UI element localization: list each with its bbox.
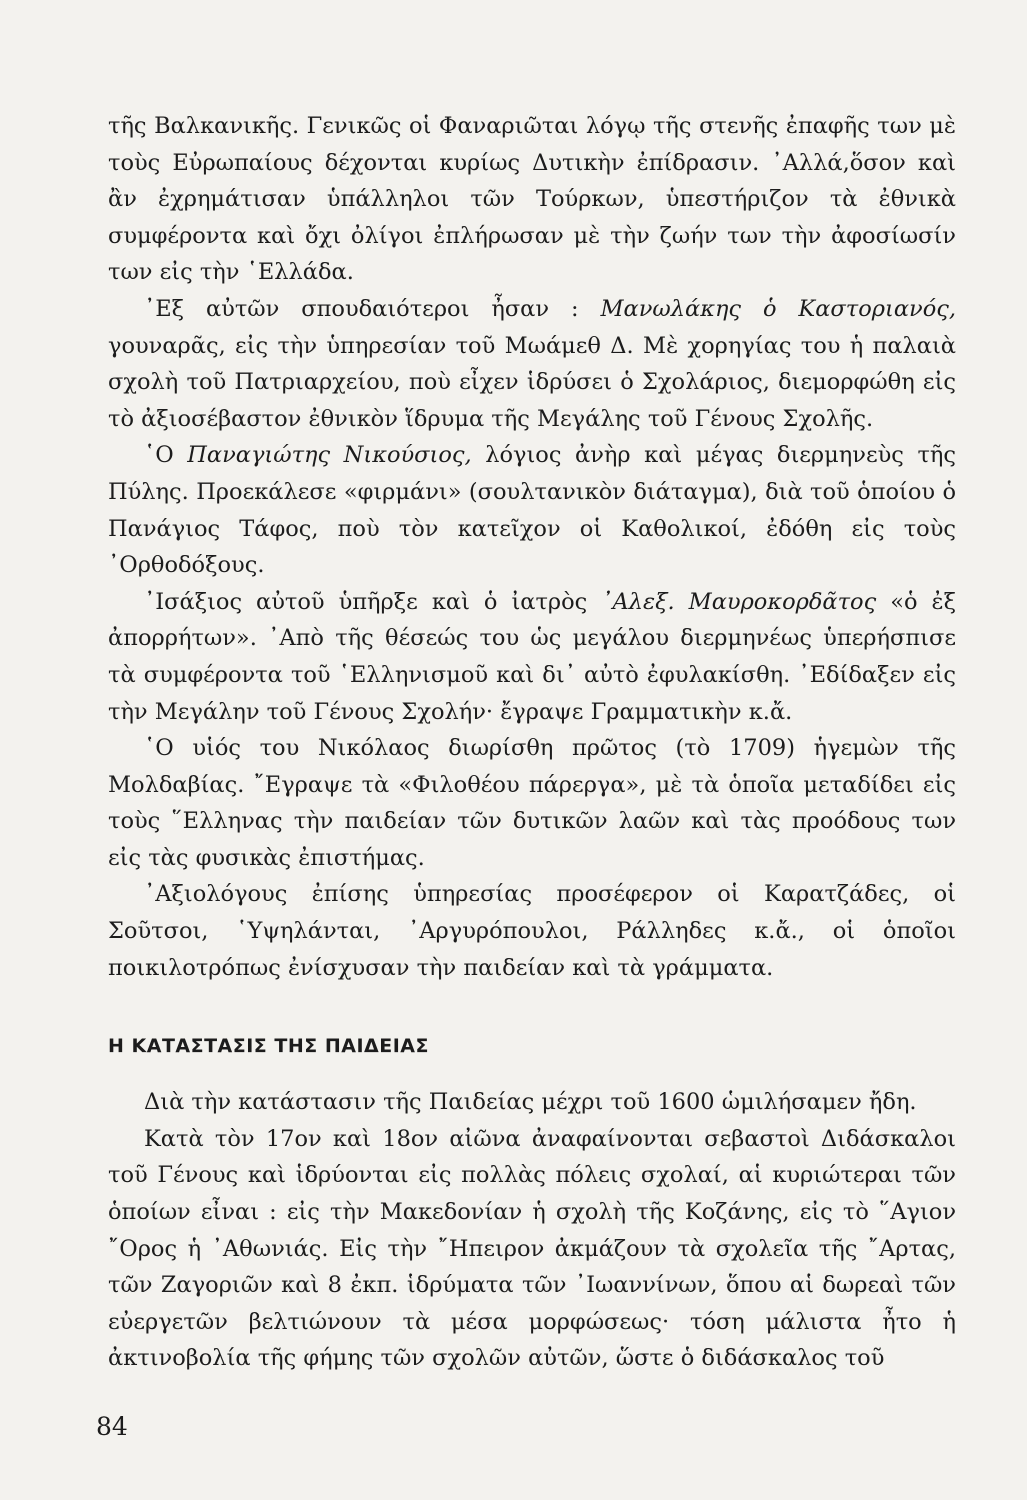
paragraph-8: Κατὰ τὸν 17ον καὶ 18ον αἰῶνα ἀναφαίνονται σεβαστοὶ Διδάσκαλοι τοῦ Γένους καὶ ἱδρύονται εἰς πολλὰς πόλεις σχολαί, αἱ κυριώτεραι τῶν ὁποίων εἶναι : εἰς τὴν Μακεδονίαν ἡ σχολὴ τῆς Κοζάνης, εἰς τὸ ῞Αγιον ῎Ορος ἡ ᾿Αθωνιάς. Εἰς τὴν ῎Ηπειρον ἀκμάζουν τὰ σχολεῖα τῆς ῎Αρτας, τῶν Ζαγοριῶν καὶ 8 ἐκπ. ἱδρύματα τῶν ᾿Ιωαννίνων, ὅπου αἱ δωρεαὶ τῶν εὐεργετῶν βελτιώνουν τὰ μέσα μορφώσεως· τόση μάλιστα ἦτο ἡ ἀκτινοβολία τῆς φήμης τῶν σχολῶν αὐτῶν, ὥστε ὁ διδάσκαλος τοῦ bbox=[108, 1125, 956, 1372]
page-number: 84 bbox=[96, 1412, 128, 1441]
name-panagiotis-nikousios: Παναγιώτης Νικούσιος, bbox=[187, 442, 472, 469]
paragraph-3-lead: ῾Ο bbox=[144, 442, 188, 469]
paragraph-2 bbox=[108, 291, 956, 437]
paragraph-4-lead: ᾿Ισάξιος αὐτοῦ ὑπῆρξε καὶ ὁ ἰατρὸς bbox=[144, 588, 602, 615]
section-heading: Η ΚΑΤΑΣΤΑΣΙΣ ΤΗΣ ΠΑΙΔΕΙΑΣ bbox=[108, 1035, 429, 1058]
paragraph-4-rest: «ὁ ἐξ ἀπορρήτων». ᾿Απὸ τῆς θέσεώς του ὡς μεγάλου διερμηνέως ὑπερήσπισε τὰ συμφέροντα τοῦ ῾Ελληνισμοῦ καὶ δι᾿ αὐτὸ ἐφυλακίσθη. ᾿Εδίδαξεν εἰς τὴν Μεγάλην τοῦ Γένους Σχολήν· ἔγραψε Γραμματικὴν κ.ἄ. bbox=[108, 588, 956, 725]
paragraph-2-rest: γουναρᾶς, εἰς τὴν ὑπηρεσίαν τοῦ Μωάμεθ Δ. Μὲ χορηγίας του ἡ παλαιὰ σχολὴ τοῦ Πατριαρχείου, ποὺ εἶχεν ἱδρύσει ὁ Σχολάριος, διεμορφώθη εἰς τὸ ἀξιοσέβαστον ἐθνικὸν ἵδρυμα τῆς Μεγάλης τοῦ Γένους Σχολῆς. bbox=[108, 332, 956, 432]
paragraph-5: ῾Ο υἱός του Νικόλαος διωρίσθη πρῶτος (τὸ 1709) ἡγεμὼν τῆς Μολδαβίας. ῎Εγραψε τὰ «Φιλοθέου πάρεργα», μὲ τὰ ὁποῖα μεταδίδει εἰς τοὺς ῞Ελληνας τὴν παιδείαν τῶν δυτικῶν λαῶν καὶ τὰς προόδους των εἰς τὰς φυσικὰς ἐπιστήμας. bbox=[108, 735, 956, 871]
page-body bbox=[108, 108, 956, 1377]
paragraph-6: ᾿Αξιολόγους ἐπίσης ὑπηρεσίας προσέφερον οἱ Καρατζάδες, οἱ Σοῦτσοι, ῾Υψηλάνται, ᾿Αργυρόπουλοι, Ράλληδες κ.ἄ., οἱ ὁποῖοι ποικιλοτρόπως ἐνίσχυσαν τὴν παιδείαν καὶ τὰ γράμματα. bbox=[108, 881, 956, 981]
paragraph-3 bbox=[108, 437, 956, 583]
paragraph-3-rest: λόγιος ἀνὴρ καὶ μέγας διερμηνεὺς τῆς Πύλης. Προεκάλεσε «φιρμάνι» (σουλτανικὸν διάταγμα), διὰ τοῦ ὁποίου ὁ Πανάγιος Τάφος, ποὺ τὸν κατεῖχον οἱ Καθολικοί, ἐδόθη εἰς τοὺς ᾿Ορθοδόξους. bbox=[108, 442, 956, 579]
paragraph-2-lead: ᾿Εξ αὐτῶν σπουδαιότεροι ἦσαν : bbox=[144, 295, 601, 322]
name-alex-mavrokordatos: ᾿Αλεξ. Μαυροκορδᾶτος bbox=[601, 588, 877, 615]
paragraph-7: Διὰ τὴν κατάστασιν τῆς Παιδείας μέχρι τοῦ 1600 ὡμιλήσαμεν ἤδη. bbox=[144, 1089, 917, 1116]
name-manolakis: Μανωλάκης ὁ Καστοριανός, bbox=[600, 295, 956, 322]
paragraph-4 bbox=[108, 584, 956, 730]
paragraph-1: τῆς Βαλκανικῆς. Γενικῶς οἱ Φαναριῶται λόγῳ τῆς στενῆς ἐπαφῆς των μὲ τοὺς Εὐρωπαίους δέχονται κυρίως Δυτικὴν ἐπίδρασιν. ᾿Αλλά,ὅσον καὶ ἂν ἐχρημάτισαν ὑπάλληλοι τῶν Τούρκων, ὑπεστήριζον τὰ ἐθνικὰ συμφέροντα καὶ ὄχι ὀλίγοι ἐπλήρωσαν μὲ τὴν ζωήν των τὴν ἀφοσίωσίν των εἰς τὴν ῾Ελλάδα. bbox=[108, 113, 956, 286]
